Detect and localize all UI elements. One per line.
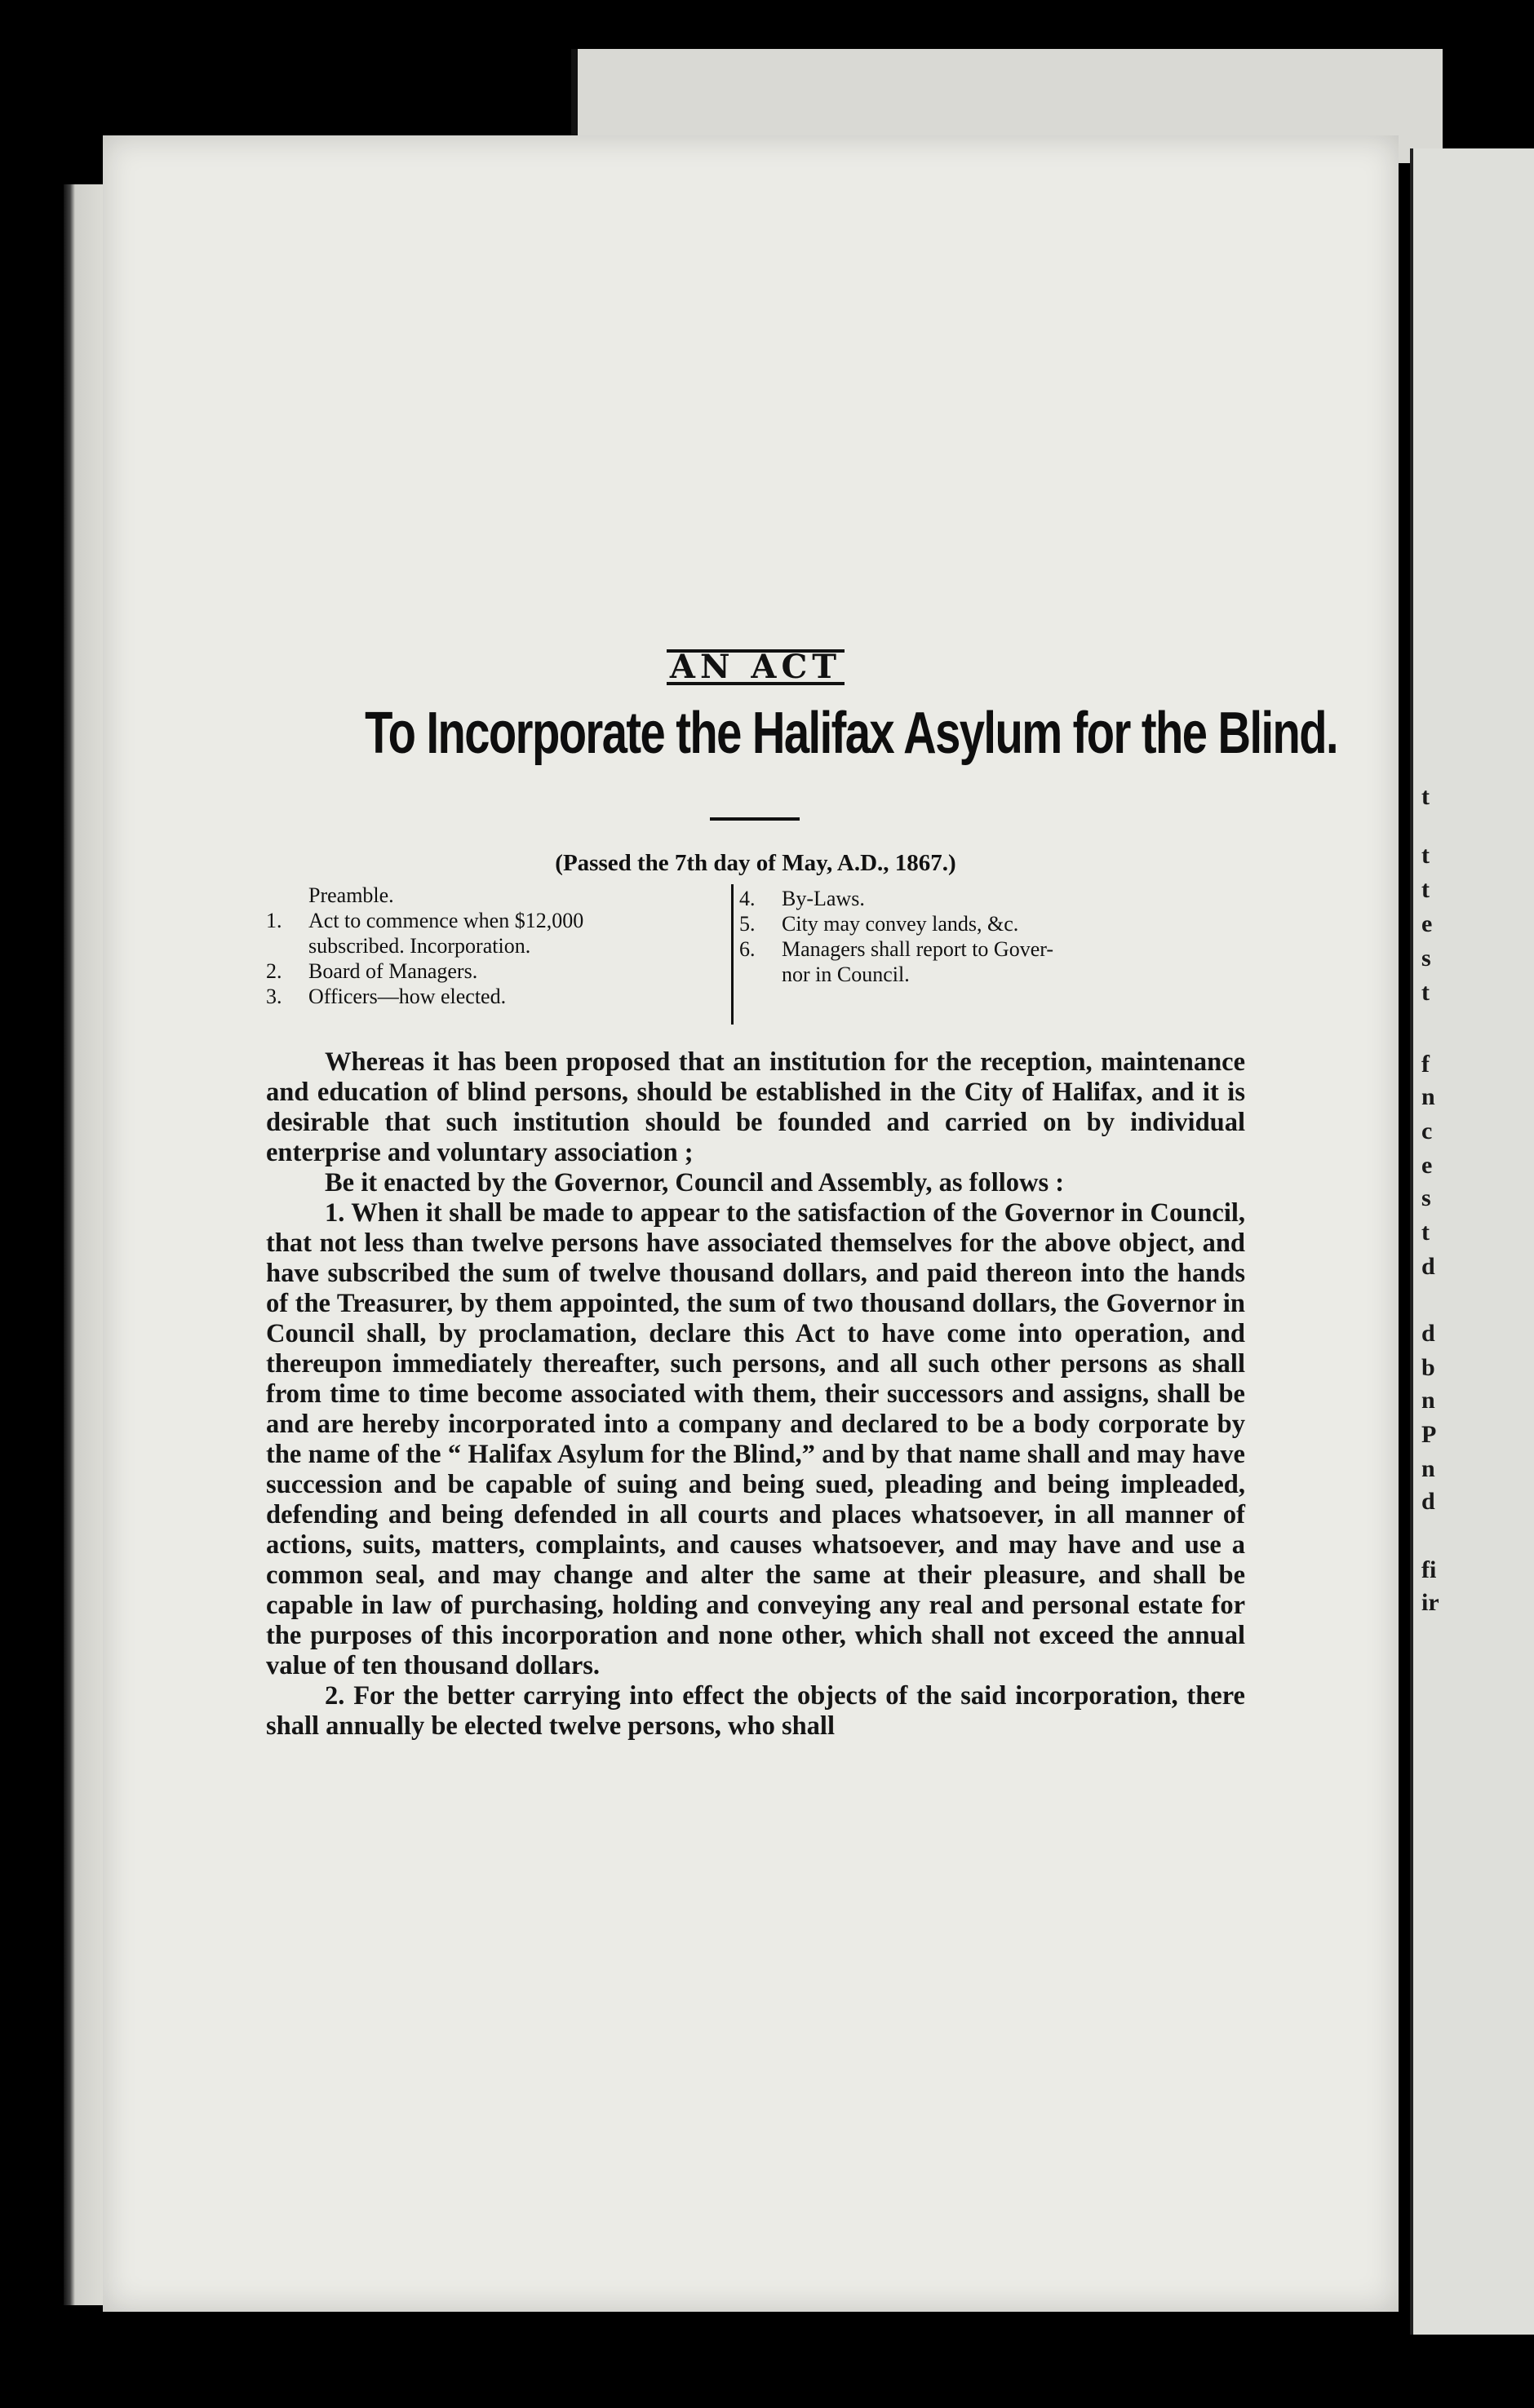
index-entry-text: City may convey lands, &c. <box>782 912 1019 936</box>
act-heading: AN ACT <box>266 648 1245 686</box>
facing-page-letter: fi <box>1421 1556 1437 1583</box>
title-rule <box>710 817 800 821</box>
index-entry-text: Board of Managers. <box>308 959 478 983</box>
facing-page-letter: t <box>1421 1219 1430 1246</box>
facing-page-letter: t <box>1421 783 1430 810</box>
index-entry-number: 5. <box>739 912 756 936</box>
facing-page-letter: d <box>1421 1488 1435 1515</box>
index-divider <box>731 884 734 1025</box>
enactment-paragraph: Be it enacted by the Governor, Council and Assembly, as follows : <box>325 1168 1065 1197</box>
index-entry-text: Managers shall report to Gover- <box>782 937 1054 961</box>
page-binding-edge <box>64 184 103 2305</box>
act-title: To Incorporate the Halifax Asylum for the Blind. <box>365 701 1338 766</box>
facing-page-letter: s <box>1421 1184 1431 1211</box>
section-2-paragraph: 2. For the better carrying into effect the objects of the said incorporation, there shall annually be elected twelve persons, who shall <box>266 1681 1245 1741</box>
passed-date: (Passed the 7th day of May, A.D., 1867.) <box>555 850 956 876</box>
section-1-paragraph: 1. When it shall be made to appear to the satisfaction of the Governor in Council, that not less than twelve persons have associated themselves for the above object, and have subscribed the sum of twelve thousand dollars, and paid thereon into the hands of the Treasurer, by them appointed, the sum of two thousand dollars, the Governor in Council shall, by proclamation, declare this Act to have come into operation, and thereupon immediately thereafter, such persons, and all such other persons as shall from time to time become associated with them, their successors and assigns, shall be and are hereby incorporated into a company and declared to be a body corporate by the name of the “ Halifax Asylum for the Blind,” and by that name shall and may have succession and be capable of suing and being sued, pleading and being impleaded, defending and being defended in all courts and places whatsoever, in all manner of actions, suits, matters, complaints, and causes whatsoever, and may have and use a common seal, and may change and alter the same at their pleasure, and shall be capable in law of purchasing, holding and conveying any real and personal estate for the purposes of this incorporation and none other, which shall not exceed the annual value of ten thousand dollars. <box>266 1198 1245 1680</box>
facing-page-letter: d <box>1421 1253 1435 1280</box>
index-entry-text: Officers—how elected. <box>308 985 507 1008</box>
facing-page-letter: d <box>1421 1320 1435 1347</box>
facing-page-letter: b <box>1421 1354 1435 1381</box>
facing-page-letter: f <box>1421 1051 1430 1078</box>
book-page <box>103 135 1399 2312</box>
preamble-paragraph: Whereas it has been proposed that an institution for the reception, maintenance and education of blind persons, should be established in the City of Halifax, and it is desirable that such institution should be founded and carried on by individual enterprise and voluntary association ; <box>266 1047 1245 1167</box>
index-entry-number: 6. <box>739 937 756 961</box>
facing-page-letter: c <box>1421 1118 1433 1144</box>
index-entry-text: nor in Council. <box>782 963 910 986</box>
facing-page-letter: n <box>1421 1387 1435 1414</box>
index-entry-text: By-Laws. <box>782 887 865 910</box>
index-entry-text: Preamble. <box>308 883 394 907</box>
facing-page-letter: ir <box>1421 1589 1439 1616</box>
index-entry-number: 1. <box>266 909 282 932</box>
act-body <box>266 1047 1245 1742</box>
facing-page-edge <box>1410 148 1534 2335</box>
facing-page-letter: t <box>1421 842 1430 869</box>
index-entry-number: 2. <box>266 959 282 983</box>
facing-page-letter: t <box>1421 979 1430 1006</box>
index-entry-number: 3. <box>266 985 282 1008</box>
section-index-left <box>266 883 723 1029</box>
facing-page-letter: t <box>1421 876 1430 903</box>
facing-page-letter: n <box>1421 1083 1435 1110</box>
section-index-right <box>739 886 1196 984</box>
facing-page-letter: s <box>1421 945 1431 972</box>
index-entry-number: 4. <box>739 887 756 910</box>
index-entry-text: subscribed. Incorporation. <box>308 934 531 958</box>
facing-page-letter: n <box>1421 1455 1435 1482</box>
index-entry-text: Act to commence when $12,000 <box>308 909 584 932</box>
facing-page-letter: e <box>1421 910 1433 937</box>
facing-page-letter: P <box>1421 1421 1437 1448</box>
facing-page-letter: e <box>1421 1152 1433 1179</box>
